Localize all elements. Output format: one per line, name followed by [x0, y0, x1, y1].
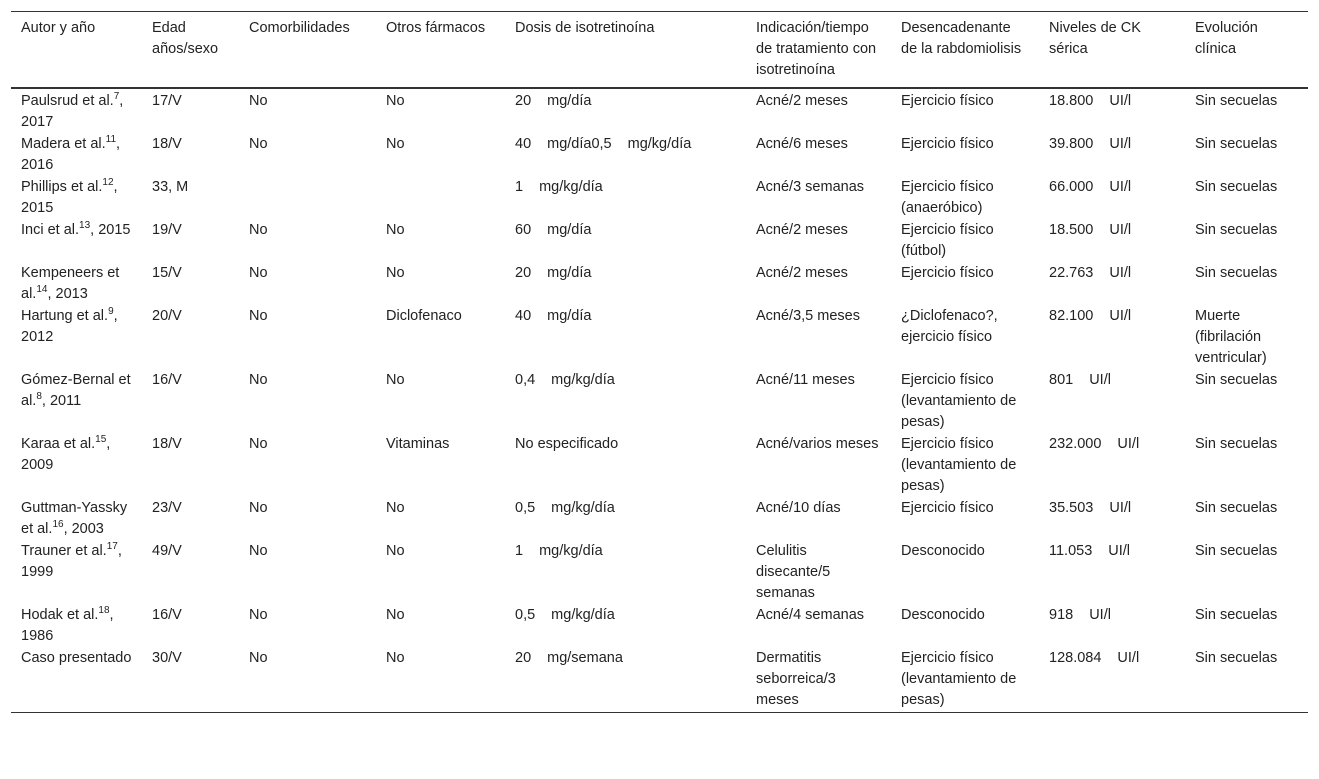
author-year: , 1999	[21, 543, 122, 580]
outcome-cell	[1185, 134, 1308, 177]
indication-cell	[746, 370, 891, 434]
other-drugs-cell	[376, 541, 505, 605]
other-drugs-cell-text: Vitaminas	[386, 436, 450, 452]
outcome-cell-text: Sin secuelas	[1195, 372, 1278, 388]
comorbidities-cell	[239, 306, 376, 370]
column-header: Dosis de isotretinoína	[515, 20, 655, 36]
other-drugs-cell	[376, 263, 505, 306]
author-name: Caso presentado	[21, 650, 132, 666]
table-row	[11, 648, 1308, 713]
case-table	[11, 11, 1308, 713]
dose-unit: mg/kg/día	[551, 500, 615, 516]
indication-cell	[746, 306, 891, 370]
author-cell	[11, 434, 142, 498]
ck-unit: UI/l	[1117, 650, 1140, 666]
other-drugs-cell-text: No	[386, 543, 405, 559]
indication-cell-text: Acné/2 meses	[756, 265, 848, 281]
author-name: Hodak et al.	[21, 607, 99, 623]
dose-unit: mg/día	[547, 265, 592, 281]
other-drugs-cell-text: No	[386, 93, 405, 109]
indication-cell	[746, 220, 891, 263]
outcome-cell-text: Muerte (fibrilación ventricular)	[1195, 308, 1267, 366]
table-row	[11, 370, 1308, 434]
dose-value: No especificado	[515, 436, 619, 452]
comorbidities-cell-text: No	[249, 650, 268, 666]
reference-number: 11	[105, 134, 117, 146]
ck-unit: UI/l	[1109, 265, 1132, 281]
outcome-cell-text: Sin secuelas	[1195, 500, 1278, 516]
trigger-cell-text: Ejercicio físico (fútbol)	[901, 222, 994, 259]
ck-level-cell	[1039, 177, 1185, 220]
dose-cell	[505, 434, 746, 498]
dose-unit: mg/día	[547, 93, 592, 109]
trigger-cell	[891, 306, 1039, 370]
trigger-cell-text: Ejercicio físico	[901, 93, 994, 109]
age-sex-cell	[142, 498, 239, 541]
comorbidities-cell-text: No	[249, 136, 268, 152]
author-year: , 2011	[41, 393, 82, 409]
comorbidities-cell	[239, 498, 376, 541]
comorbidities-cell	[239, 541, 376, 605]
table-row	[11, 498, 1308, 541]
dose-unit: mg/kg/día	[539, 179, 603, 195]
trigger-cell	[891, 434, 1039, 498]
ck-unit: UI/l	[1109, 222, 1132, 238]
indication-cell	[746, 434, 891, 498]
ck-level-cell	[1039, 605, 1185, 648]
ck-value: 39.800	[1049, 136, 1094, 152]
age-sex-cell	[142, 648, 239, 713]
trigger-cell	[891, 177, 1039, 220]
ck-unit: UI/l	[1109, 179, 1132, 195]
age-sex-cell	[142, 263, 239, 306]
other-drugs-cell-text: No	[386, 372, 405, 388]
age-sex-cell-text: 30/V	[152, 650, 182, 666]
ck-value: 801	[1049, 372, 1074, 388]
ck-unit: UI/l	[1109, 500, 1132, 516]
indication-cell	[746, 605, 891, 648]
trigger-cell	[891, 605, 1039, 648]
comorbidities-cell-text: No	[249, 607, 268, 623]
table-body	[11, 88, 1308, 713]
author-name: Paulsrud et al.	[21, 93, 114, 109]
age-sex-cell-text: 15/V	[152, 265, 182, 281]
column-header: Desencadenante de la rabdomiolisis	[901, 20, 1022, 57]
age-sex-cell-text: 16/V	[152, 607, 182, 623]
age-sex-cell-text: 23/V	[152, 500, 182, 516]
author-cell	[11, 370, 142, 434]
comorbidities-cell	[239, 648, 376, 713]
author-cell	[11, 88, 142, 134]
author-year: , 2003	[63, 521, 104, 537]
author-name: Karaa et al.	[21, 436, 96, 452]
reference-number: 15	[95, 434, 107, 446]
comorbidities-cell-text: No	[249, 222, 268, 238]
dose-value: 0,4	[515, 372, 536, 388]
dose-value: 20	[515, 650, 532, 666]
author-name: Kempeneers et al.	[21, 265, 120, 302]
table-row	[11, 177, 1308, 220]
trigger-cell-text: Ejercicio físico (levantamiento de pesas)	[901, 372, 1017, 430]
author-name: Inci et al.	[21, 222, 80, 238]
dose-value: 1	[515, 179, 524, 195]
outcome-cell	[1185, 263, 1308, 306]
ck-unit: UI/l	[1109, 136, 1132, 152]
author-year: , 2016	[21, 136, 121, 173]
ck-level-cell	[1039, 134, 1185, 177]
dose-cell	[505, 134, 746, 177]
other-drugs-cell-text: No	[386, 265, 405, 281]
ck-unit: UI/l	[1117, 436, 1140, 452]
indication-cell-text: Acné/6 meses	[756, 136, 848, 152]
column-header: Edad años/sexo	[152, 20, 219, 57]
indication-cell-text: Acné/2 meses	[756, 222, 848, 238]
dose-unit: mg/kg/día	[551, 607, 615, 623]
ck-level-cell	[1039, 220, 1185, 263]
reference-number: 7	[113, 91, 120, 103]
table-row	[11, 434, 1308, 498]
comorbidities-cell	[239, 370, 376, 434]
indication-cell	[746, 177, 891, 220]
indication-cell	[746, 134, 891, 177]
comorbidities-cell	[239, 177, 376, 220]
outcome-cell	[1185, 605, 1308, 648]
outcome-cell	[1185, 434, 1308, 498]
age-sex-cell	[142, 605, 239, 648]
dose-cell	[505, 498, 746, 541]
author-name: Phillips et al.	[21, 179, 103, 195]
indication-cell-text: Acné/3 semanas	[756, 179, 865, 195]
trigger-cell-text: Ejercicio físico (levantamiento de pesas)	[901, 650, 1017, 708]
reference-number: 9	[108, 306, 114, 318]
dose-value: 0,5	[515, 500, 536, 516]
other-drugs-cell-text: No	[386, 500, 405, 516]
author-cell	[11, 177, 142, 220]
other-drugs-cell-text: No	[386, 607, 405, 623]
age-sex-cell-text: 49/V	[152, 543, 182, 559]
outcome-cell	[1185, 220, 1308, 263]
outcome-cell	[1185, 648, 1308, 713]
outcome-cell-text: Sin secuelas	[1195, 93, 1278, 109]
indication-cell-text: Celulitis disecante/5 semanas	[756, 543, 831, 601]
dose-value: 40	[515, 136, 532, 152]
ck-value: 18.500	[1049, 222, 1094, 238]
trigger-cell	[891, 88, 1039, 134]
age-sex-cell	[142, 177, 239, 220]
author-cell	[11, 220, 142, 263]
ck-value: 22.763	[1049, 265, 1094, 281]
indication-cell-text: Acné/varios meses	[756, 436, 879, 452]
age-sex-cell	[142, 306, 239, 370]
author-cell	[11, 134, 142, 177]
other-drugs-cell-text: No	[386, 650, 405, 666]
trigger-cell-text: ¿Diclofenaco?, ejercicio físico	[901, 308, 998, 345]
trigger-cell-text: Desconocido	[901, 607, 985, 623]
ck-unit: UI/l	[1109, 93, 1132, 109]
other-drugs-cell	[376, 134, 505, 177]
reference-number: 16	[52, 519, 64, 531]
indication-cell-text: Acné/3,5 meses	[756, 308, 860, 324]
trigger-cell	[891, 498, 1039, 541]
outcome-cell-text: Sin secuelas	[1195, 650, 1278, 666]
header-row	[11, 12, 1308, 89]
dose-cell	[505, 370, 746, 434]
ck-value: 232.000	[1049, 436, 1102, 452]
indication-cell	[746, 648, 891, 713]
trigger-cell	[891, 220, 1039, 263]
dose-cell	[505, 306, 746, 370]
indication-cell-text: Acné/4 semanas	[756, 607, 865, 623]
outcome-cell	[1185, 88, 1308, 134]
ck-level-cell	[1039, 498, 1185, 541]
trigger-cell-text: Ejercicio físico	[901, 136, 994, 152]
age-sex-cell	[142, 370, 239, 434]
dose-unit: mg/día	[547, 222, 592, 238]
ck-value: 35.503	[1049, 500, 1094, 516]
author-cell	[11, 605, 142, 648]
trigger-cell	[891, 263, 1039, 306]
age-sex-cell-text: 18/V	[152, 136, 182, 152]
dose-unit: mg/día	[547, 308, 592, 324]
other-drugs-cell-text: Diclofenaco	[386, 308, 462, 324]
trigger-cell-text: Ejercicio físico	[901, 500, 994, 516]
dose-unit: mg/kg/día	[551, 372, 615, 388]
ck-level-cell	[1039, 541, 1185, 605]
indication-cell	[746, 541, 891, 605]
indication-cell	[746, 498, 891, 541]
table-row	[11, 88, 1308, 134]
author-name: Guttman-Yassky et al.	[21, 500, 128, 537]
age-sex-cell-text: 19/V	[152, 222, 182, 238]
comorbidities-cell-text: No	[249, 543, 268, 559]
author-cell	[11, 648, 142, 713]
ck-value: 11.053	[1049, 543, 1093, 559]
reference-number: 17	[106, 541, 118, 553]
dose-cell	[505, 541, 746, 605]
ck-unit: UI/l	[1109, 308, 1132, 324]
indication-cell-text: Acné/2 meses	[756, 93, 848, 109]
comorbidities-cell	[239, 434, 376, 498]
dose-value: 60	[515, 222, 532, 238]
author-name: Hartung et al.	[21, 308, 109, 324]
age-sex-cell	[142, 220, 239, 263]
ck-unit: UI/l	[1108, 543, 1131, 559]
age-sex-cell-text: 18/V	[152, 436, 182, 452]
comorbidities-cell-text: No	[249, 93, 268, 109]
dose-unit: mg/semana	[547, 650, 623, 666]
comorbidities-cell-text: No	[249, 372, 268, 388]
trigger-cell-text: Ejercicio físico (anaeróbico)	[901, 179, 994, 216]
reference-number: 13	[79, 220, 91, 232]
ck-value: 82.100	[1049, 308, 1094, 324]
indication-cell	[746, 88, 891, 134]
trigger-cell	[891, 648, 1039, 713]
table-row	[11, 263, 1308, 306]
author-name: Madera et al.	[21, 136, 106, 152]
other-drugs-cell-text: No	[386, 136, 405, 152]
dose-value: 0,5	[515, 607, 536, 623]
author-cell	[11, 541, 142, 605]
reference-number: 12	[102, 177, 114, 189]
comorbidities-cell-text: No	[249, 500, 268, 516]
trigger-cell-text: Ejercicio físico	[901, 265, 994, 281]
indication-cell	[746, 263, 891, 306]
dose-value: 40	[515, 308, 532, 324]
outcome-cell	[1185, 498, 1308, 541]
outcome-cell-text: Sin secuelas	[1195, 543, 1278, 559]
column-header: Otros fármacos	[386, 20, 486, 36]
outcome-cell	[1185, 177, 1308, 220]
outcome-cell-text: Sin secuelas	[1195, 222, 1278, 238]
author-cell	[11, 498, 142, 541]
dose-value: 20	[515, 93, 532, 109]
author-cell	[11, 306, 142, 370]
author-year: , 2015	[21, 179, 118, 216]
dose-cell	[505, 648, 746, 713]
trigger-cell	[891, 134, 1039, 177]
other-drugs-cell	[376, 434, 505, 498]
ck-unit: UI/l	[1089, 372, 1111, 388]
dose-cell	[505, 605, 746, 648]
other-drugs-cell	[376, 605, 505, 648]
ck-level-cell	[1039, 648, 1185, 713]
author-year: , 2015	[90, 222, 131, 238]
age-sex-cell-text: 20/V	[152, 308, 182, 324]
ck-value: 128.084	[1049, 650, 1102, 666]
table-row	[11, 605, 1308, 648]
author-year: , 2009	[21, 436, 111, 473]
indication-cell-text: Acné/10 días	[756, 500, 841, 516]
table-row	[11, 220, 1308, 263]
comorbidities-cell-text: No	[249, 265, 268, 281]
author-cell	[11, 263, 142, 306]
age-sex-cell	[142, 134, 239, 177]
author-name: Trauner et al.	[21, 543, 107, 559]
age-sex-cell-text: 17/V	[152, 93, 182, 109]
comorbidities-cell	[239, 220, 376, 263]
age-sex-cell	[142, 541, 239, 605]
table-row	[11, 541, 1308, 605]
dose-cell	[505, 177, 746, 220]
outcome-cell	[1185, 541, 1308, 605]
column-header: Evolución clínica	[1195, 20, 1258, 57]
table-row	[11, 306, 1308, 370]
indication-cell-text: Dermatitis seborreica/3 meses	[756, 650, 836, 708]
ck-value: 66.000	[1049, 179, 1094, 195]
dose-unit: mg/día0,5	[547, 136, 612, 152]
outcome-cell-text: Sin secuelas	[1195, 265, 1278, 281]
outcome-cell	[1185, 370, 1308, 434]
other-drugs-cell	[376, 177, 505, 220]
reference-number: 14	[36, 284, 48, 296]
age-sex-cell-text: 33, M	[152, 179, 189, 195]
author-year: , 2017	[21, 93, 124, 130]
author-name: Gómez-Bernal et al.	[21, 372, 131, 409]
other-drugs-cell	[376, 498, 505, 541]
ck-level-cell	[1039, 306, 1185, 370]
ck-level-cell	[1039, 263, 1185, 306]
outcome-cell-text: Sin secuelas	[1195, 136, 1278, 152]
reference-number: 18	[98, 605, 110, 617]
outcome-cell	[1185, 306, 1308, 370]
author-year: , 2012	[21, 308, 118, 345]
age-sex-cell	[142, 434, 239, 498]
column-header: Autor y año	[21, 20, 96, 36]
other-drugs-cell	[376, 220, 505, 263]
dose-cell	[505, 263, 746, 306]
ck-value: 18.800	[1049, 93, 1094, 109]
other-drugs-cell	[376, 648, 505, 713]
comorbidities-cell	[239, 88, 376, 134]
dose-value: 20	[515, 265, 532, 281]
other-drugs-cell	[376, 88, 505, 134]
age-sex-cell	[142, 88, 239, 134]
other-drugs-cell-text: No	[386, 222, 405, 238]
dose-value: 1	[515, 543, 524, 559]
comorbidities-cell	[239, 134, 376, 177]
author-year: , 1986	[21, 607, 114, 644]
trigger-cell-text: Ejercicio físico (levantamiento de pesas)	[901, 436, 1017, 494]
age-sex-cell-text: 16/V	[152, 372, 182, 388]
ck-level-cell	[1039, 88, 1185, 134]
outcome-cell-text: Sin secuelas	[1195, 179, 1278, 195]
trigger-cell	[891, 370, 1039, 434]
dose-cell	[505, 88, 746, 134]
dose-cell	[505, 220, 746, 263]
trigger-cell-text: Desconocido	[901, 543, 985, 559]
ck-unit: UI/l	[1089, 607, 1111, 623]
table-row	[11, 134, 1308, 177]
author-year: , 2013	[47, 286, 88, 302]
column-header: Niveles de CK sérica	[1049, 20, 1141, 57]
ck-level-cell	[1039, 434, 1185, 498]
dose-unit-secondary: mg/kg/día	[627, 136, 692, 152]
comorbidities-cell	[239, 263, 376, 306]
column-header: Indicación/tiempo de tratamiento con isotretinoína	[756, 20, 877, 78]
ck-level-cell	[1039, 370, 1185, 434]
outcome-cell-text: Sin secuelas	[1195, 436, 1278, 452]
other-drugs-cell	[376, 306, 505, 370]
column-header: Comorbilidades	[249, 20, 350, 36]
comorbidities-cell-text: No	[249, 436, 268, 452]
trigger-cell	[891, 541, 1039, 605]
outcome-cell-text: Sin secuelas	[1195, 607, 1278, 623]
dose-unit: mg/kg/día	[539, 543, 603, 559]
other-drugs-cell	[376, 370, 505, 434]
indication-cell-text: Acné/11 meses	[756, 372, 855, 388]
ck-value: 918	[1049, 607, 1074, 623]
comorbidities-cell	[239, 605, 376, 648]
reference-number: 8	[36, 391, 42, 403]
comorbidities-cell-text: No	[249, 308, 268, 324]
